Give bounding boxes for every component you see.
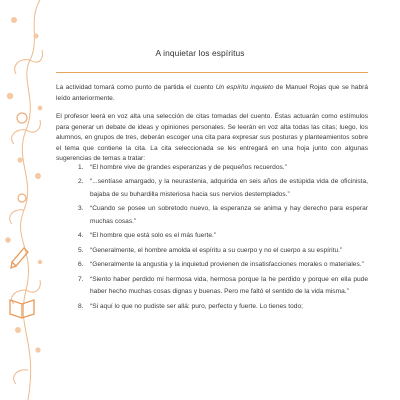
title-divider bbox=[56, 72, 368, 73]
quote-text: “Siento haber perdido mi hermosa vida, hermosa porque la he perdido y porque en ella pude haber hecho muchas cosas dignas y buenas. Pero me faltó el sentido de la vida misma.” bbox=[90, 275, 368, 296]
intro-paragraph bbox=[56, 83, 368, 104]
quote-text: “Generalmente, el hombre amolda el espíritu a su cuerpo y no el cuerpo a su espíritu.” bbox=[90, 246, 343, 254]
list-item bbox=[78, 230, 368, 243]
quote-number: 6. bbox=[78, 261, 84, 269]
quote-list bbox=[78, 162, 368, 315]
list-item bbox=[78, 274, 368, 299]
quote-number: 4. bbox=[78, 232, 84, 240]
quote-text: “El hombre vive de grandes esperanzas y de pequeños recuerdos.” bbox=[90, 164, 287, 171]
list-item bbox=[78, 203, 368, 228]
quote-text: “Generalmente la angustia y la inquietud provienen de insatisfacciones morales o materiales.” bbox=[90, 261, 364, 269]
quote-number: 8. bbox=[78, 302, 84, 310]
intro-text-before: La actividad tomará como punto de partida el cuento bbox=[56, 84, 216, 91]
list-item bbox=[78, 176, 368, 201]
page-title: A inquietar los espíritus bbox=[155, 48, 245, 58]
list-item bbox=[78, 259, 368, 272]
quote-text: “...sentíase amargado, y la neurastenia, adquirida en seis años de estúpida vida de oficinista, bajaba de su buhardilla misteriosa hacia sus nervios destemplados.” bbox=[90, 178, 368, 198]
quote-text: “Cuando se posee un sobretodo nuevo, la esperanza se anima y hay derecho para esperar muchas cosas.” bbox=[90, 205, 368, 225]
open-book-icon bbox=[10, 300, 34, 318]
list-item bbox=[78, 301, 368, 314]
list-item bbox=[78, 162, 368, 175]
instructions-paragraph: El profesor leerá en voz alta una selección de citas tomadas del cuento. Éstas actuarán como estímulos para generar un debate de ideas y opiniones personales. Se leerán en voz alta todas las citas; luego, los alumnos, en grupos de tres, deberán escoger una cita para expresar sus posturas y planteamientos sobre el tema que contiene la cita. La cita seleccionada se les entregará en una hoja junto con algunas sugerencias de temas a tratar: bbox=[56, 113, 368, 163]
story-title: Un espíritu inquieto bbox=[215, 84, 274, 91]
decorative-margin-ornament bbox=[0, 0, 48, 400]
list-item bbox=[78, 245, 368, 258]
quote-number: 5. bbox=[78, 246, 84, 254]
quote-number: 2. bbox=[78, 178, 84, 186]
quote-text: “El hombre que está solo es el más fuerte.” bbox=[90, 232, 217, 240]
quote-text: “Si aquí lo que no pudiste ser allá: puro, perfecto y fuerte. Lo tienes todo; bbox=[90, 302, 303, 310]
quote-number: 7. bbox=[78, 275, 84, 283]
quote-number: 1. bbox=[78, 164, 84, 171]
quote-number: 3. bbox=[78, 205, 84, 213]
intro-text-after: de Manuel Rojas que se habrá leído anteriormente. bbox=[56, 84, 369, 102]
